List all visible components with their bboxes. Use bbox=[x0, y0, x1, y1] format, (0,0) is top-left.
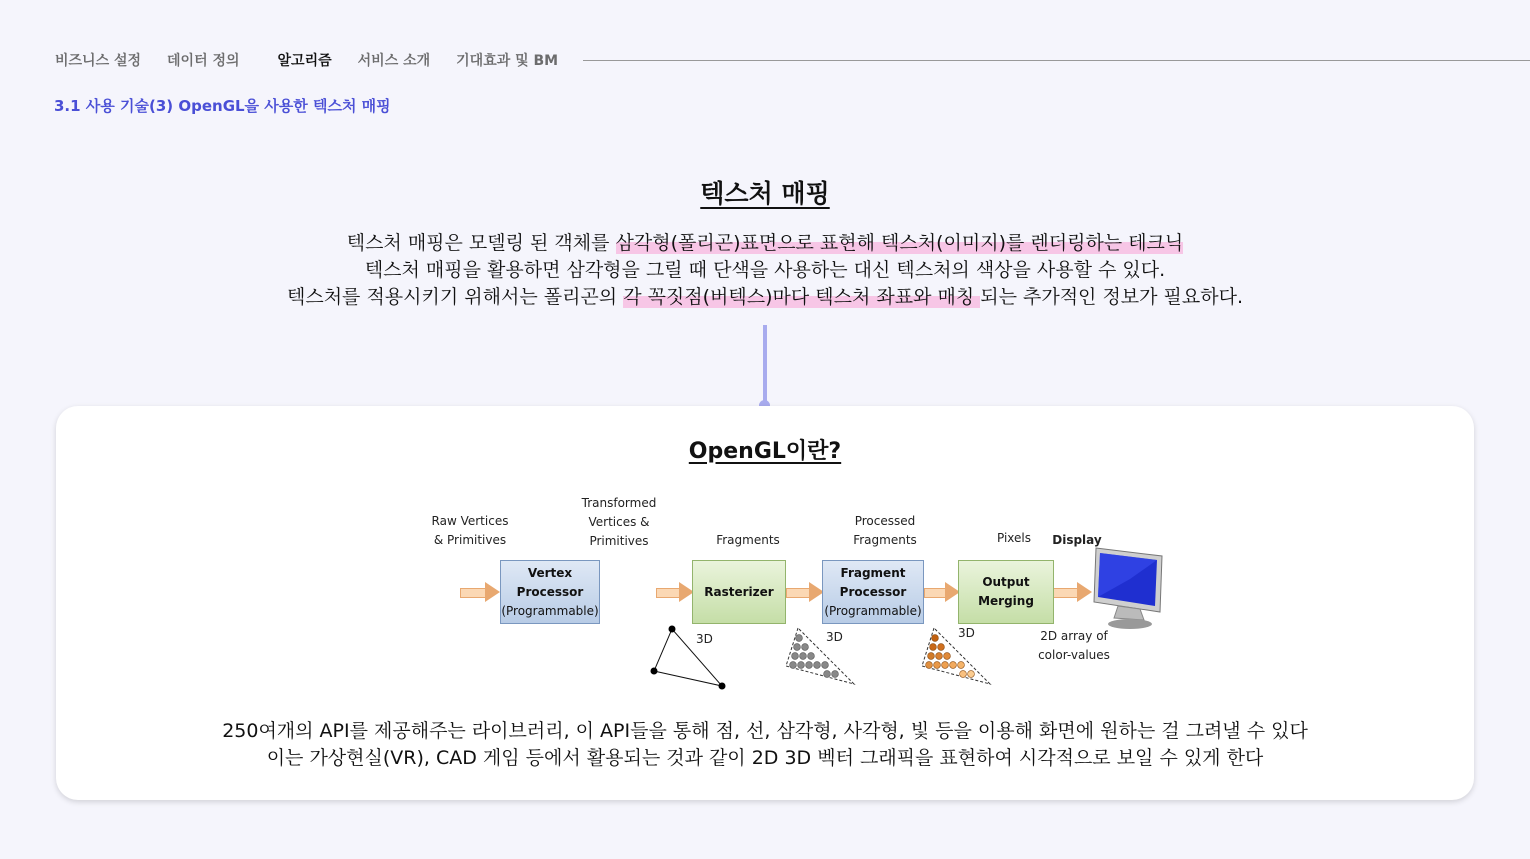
card-body-text bbox=[56, 718, 1474, 772]
opengl-pipeline-diagram bbox=[426, 491, 1126, 691]
intro-line-3-tail: 되는 추가적인 정보가 필요하다. bbox=[980, 286, 1243, 308]
arrow-2 bbox=[656, 584, 694, 600]
label-2d-array: 2D array of color-values bbox=[1038, 629, 1110, 662]
rasterizer-box: Rasterizer bbox=[692, 560, 786, 624]
label-3d-vertices: 3D bbox=[696, 632, 713, 646]
nav-item-algorithm[interactable]: 알고리즘 bbox=[277, 53, 332, 69]
label-fragments: Fragments bbox=[716, 533, 780, 547]
intro-line-2-text: 텍스처 매핑을 활용하면 삼각형을 그릴 때 단색을 사용하는 대신 텍스처의 색상을 사용할 수 있다. bbox=[364, 259, 1166, 281]
nav-item-data[interactable]: 데이터 정의 bbox=[167, 53, 240, 69]
arrow-5 bbox=[1052, 584, 1092, 600]
intro-line-3 bbox=[0, 284, 1530, 311]
vertices-triangle-icon bbox=[651, 627, 731, 689]
arrow-1 bbox=[460, 584, 500, 600]
label-processed-fragments: Processed Fragments bbox=[853, 514, 917, 547]
connector-line bbox=[763, 325, 767, 405]
label-3d-processed: 3D bbox=[958, 626, 975, 640]
top-nav bbox=[55, 50, 584, 70]
label-transformed-vertices: Transformed Vertices & Primitives bbox=[581, 496, 657, 548]
arrow-4 bbox=[924, 584, 960, 600]
nav-divider bbox=[583, 60, 1530, 61]
nav-item-service[interactable]: 서비스 소개 bbox=[357, 53, 431, 69]
arrow-3 bbox=[786, 584, 824, 600]
nav-item-bm[interactable]: 기대효과 및 BM bbox=[456, 53, 559, 69]
opengl-card bbox=[56, 406, 1474, 800]
card-body-line-1: 250여개의 API를 제공해주는 라이브러리, 이 API들을 통해 점, 선, 삼각형, 사각형, 빛 등을 이용해 화면에 원하는 걸 그려낼 수 있다 bbox=[222, 720, 1308, 742]
intro-line-1-text: 텍스처 매핑은 모델링 된 객체를 bbox=[346, 232, 616, 254]
intro-line-3-highlight: 각 꼭짓점(버텍스)마다 텍스처 좌표와 매칭 bbox=[623, 286, 981, 308]
display-monitor-icon bbox=[1090, 544, 1170, 632]
intro-text bbox=[0, 230, 1530, 311]
card-title: OpenGL이란? bbox=[688, 439, 842, 464]
label-3d-fragments: 3D bbox=[826, 630, 843, 644]
card-body-line-2: 이는 가상현실(VR), CAD 게임 등에서 활용되는 것과 같이 2D 3D 벡터 그래픽을 표현하여 시각적으로 보일 수 있게 한다 bbox=[266, 747, 1264, 769]
label-display: Display bbox=[1052, 533, 1102, 547]
intro-line-1-highlight: 삼각형(폴리곤)표면으로 표현해 텍스처(이미지)를 렌더링하는 테크닉 bbox=[615, 232, 1184, 254]
page-title: 텍스처 매핑 bbox=[700, 179, 830, 208]
intro-line-1 bbox=[0, 230, 1530, 257]
intro-line-2 bbox=[0, 257, 1530, 284]
label-raw-vertices: Raw Vertices & Primitives bbox=[431, 514, 509, 547]
vertex-processor-box: Vertex Processor (Programmable) bbox=[500, 560, 600, 624]
fragments-triangle-icon bbox=[784, 626, 864, 688]
nav-item-business[interactable]: 비즈니스 설정 bbox=[55, 53, 142, 69]
fragment-processor-box: Fragment Processor (Programmable) bbox=[822, 560, 924, 624]
output-merging-box: Output Merging bbox=[958, 560, 1054, 624]
intro-line-3-text: 텍스처를 적용시키기 위해서는 폴리곤의 bbox=[287, 286, 624, 308]
label-pixels: Pixels bbox=[996, 531, 1031, 545]
section-title: 3.1 사용 기술(3) OpenGL을 사용한 텍스처 매핑 bbox=[54, 97, 391, 115]
